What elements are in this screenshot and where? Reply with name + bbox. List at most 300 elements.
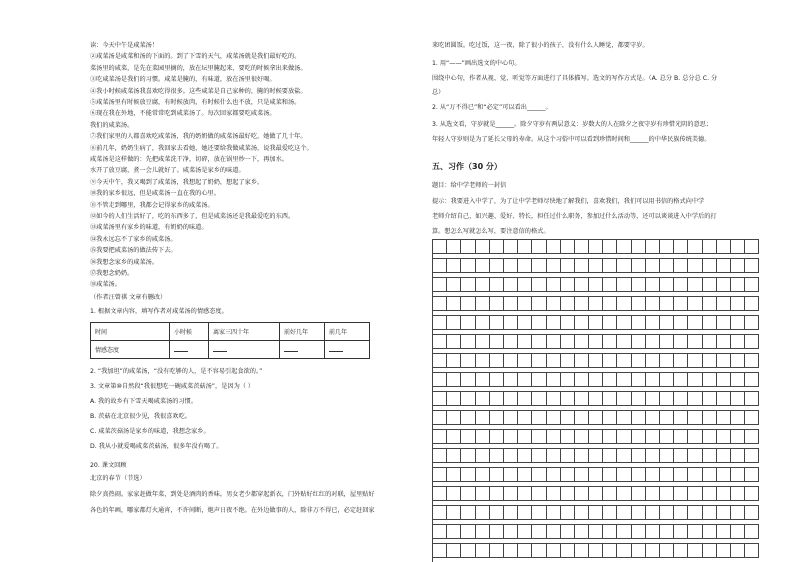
grid-cell[interactable] [561,278,575,292]
grid-cell[interactable] [717,297,731,311]
grid-cell[interactable] [547,544,561,558]
grid-cell[interactable] [646,354,660,368]
grid-cell[interactable] [447,430,461,444]
grid-cell[interactable] [490,240,504,254]
grid-cell[interactable] [617,278,631,292]
grid-cell[interactable] [461,449,475,463]
grid-cell[interactable] [532,259,546,273]
grid-cell[interactable] [547,316,561,330]
grid-cell[interactable] [476,373,490,387]
grid-cell[interactable] [717,316,731,330]
grid-cell[interactable] [575,240,589,254]
grid-cell[interactable] [646,316,660,330]
grid-cell[interactable] [660,335,674,349]
grid-cell[interactable] [490,449,504,463]
grid-cell[interactable] [603,373,617,387]
grid-cell[interactable] [717,240,731,254]
grid-cell[interactable] [632,487,646,501]
grid-cell[interactable] [547,468,561,482]
grid-cell[interactable] [589,354,603,368]
grid-cell[interactable] [504,392,518,406]
grid-cell[interactable] [703,335,717,349]
grid-cell[interactable] [617,354,631,368]
grid-cell[interactable] [532,316,546,330]
grid-cell[interactable] [745,468,759,482]
grid-cell[interactable] [745,525,759,539]
answer-blank[interactable] [209,341,280,359]
grid-cell[interactable] [674,316,688,330]
grid-cell[interactable] [561,544,575,558]
grid-cell[interactable] [433,373,447,387]
grid-cell[interactable] [731,449,745,463]
grid-cell[interactable] [518,278,532,292]
grid-cell[interactable] [646,525,660,539]
grid-cell[interactable] [703,430,717,444]
grid-cell[interactable] [433,506,447,520]
grid-cell[interactable] [703,373,717,387]
grid-cell[interactable] [476,506,490,520]
grid-cell[interactable] [447,316,461,330]
grid-cell[interactable] [632,240,646,254]
grid-cell[interactable] [632,506,646,520]
grid-cell[interactable] [547,259,561,273]
grid-cell[interactable] [717,354,731,368]
grid-cell[interactable] [660,259,674,273]
grid-cell[interactable] [731,525,745,539]
grid-cell[interactable] [476,525,490,539]
grid-cell[interactable] [717,430,731,444]
grid-row[interactable] [433,258,759,273]
grid-cell[interactable] [731,411,745,425]
grid-cell[interactable] [575,278,589,292]
grid-cell[interactable] [617,430,631,444]
grid-cell[interactable] [532,240,546,254]
grid-cell[interactable] [703,487,717,501]
grid-cell[interactable] [674,335,688,349]
grid-cell[interactable] [476,487,490,501]
grid-cell[interactable] [461,297,475,311]
grid-cell[interactable] [688,297,702,311]
grid-cell[interactable] [717,411,731,425]
grid-cell[interactable] [660,525,674,539]
grid-cell[interactable] [731,297,745,311]
grid-cell[interactable] [589,335,603,349]
grid-cell[interactable] [731,430,745,444]
grid-cell[interactable] [717,392,731,406]
grid-cell[interactable] [632,411,646,425]
grid-cell[interactable] [688,373,702,387]
grid-cell[interactable] [703,544,717,558]
grid-cell[interactable] [547,240,561,254]
grid-cell[interactable] [476,544,490,558]
grid-cell[interactable] [603,525,617,539]
grid-cell[interactable] [476,335,490,349]
grid-cell[interactable] [504,544,518,558]
grid-cell[interactable] [745,240,759,254]
grid-cell[interactable] [490,259,504,273]
grid-cell[interactable] [433,449,447,463]
grid-cell[interactable] [461,316,475,330]
grid-cell[interactable] [518,259,532,273]
grid-cell[interactable] [731,544,745,558]
grid-cell[interactable] [731,468,745,482]
grid-cell[interactable] [490,316,504,330]
grid-cell[interactable] [547,354,561,368]
grid-cell[interactable] [617,487,631,501]
grid-cell[interactable] [745,449,759,463]
grid-cell[interactable] [561,392,575,406]
grid-cell[interactable] [731,240,745,254]
grid-cell[interactable] [703,316,717,330]
grid-cell[interactable] [646,278,660,292]
grid-cell[interactable] [447,525,461,539]
grid-cell[interactable] [617,468,631,482]
grid-cell[interactable] [646,259,660,273]
grid-cell[interactable] [589,506,603,520]
grid-cell[interactable] [433,297,447,311]
grid-cell[interactable] [518,316,532,330]
grid-cell[interactable] [632,278,646,292]
grid-cell[interactable] [674,506,688,520]
grid-cell[interactable] [703,259,717,273]
grid-row[interactable] [433,391,759,406]
grid-cell[interactable] [504,487,518,501]
grid-cell[interactable] [518,411,532,425]
grid-row[interactable] [433,410,759,425]
grid-cell[interactable] [745,430,759,444]
grid-cell[interactable] [518,525,532,539]
grid-cell[interactable] [575,449,589,463]
grid-cell[interactable] [490,373,504,387]
grid-cell[interactable] [447,335,461,349]
grid-cell[interactable] [561,354,575,368]
grid-cell[interactable] [589,468,603,482]
grid-cell[interactable] [603,335,617,349]
grid-cell[interactable] [703,468,717,482]
grid-cell[interactable] [575,259,589,273]
grid-cell[interactable] [532,373,546,387]
grid-cell[interactable] [688,316,702,330]
grid-cell[interactable] [731,259,745,273]
grid-cell[interactable] [490,468,504,482]
grid-cell[interactable] [532,278,546,292]
grid-cell[interactable] [575,430,589,444]
grid-cell[interactable] [447,544,461,558]
grid-cell[interactable] [476,449,490,463]
grid-cell[interactable] [660,373,674,387]
grid-cell[interactable] [561,240,575,254]
grid-cell[interactable] [632,525,646,539]
grid-cell[interactable] [703,278,717,292]
answer-blank[interactable] [280,341,325,359]
grid-cell[interactable] [603,449,617,463]
grid-cell[interactable] [717,335,731,349]
grid-cell[interactable] [660,392,674,406]
grid-cell[interactable] [745,335,759,349]
grid-cell[interactable] [547,411,561,425]
grid-cell[interactable] [447,506,461,520]
grid-cell[interactable] [547,525,561,539]
grid-row[interactable] [433,353,759,368]
grid-row[interactable] [433,448,759,463]
grid-cell[interactable] [617,449,631,463]
grid-cell[interactable] [674,449,688,463]
grid-cell[interactable] [504,316,518,330]
grid-cell[interactable] [617,259,631,273]
grid-cell[interactable] [603,487,617,501]
grid-cell[interactable] [461,525,475,539]
grid-cell[interactable] [547,487,561,501]
grid-cell[interactable] [603,259,617,273]
grid-cell[interactable] [504,297,518,311]
grid-cell[interactable] [518,506,532,520]
grid-cell[interactable] [731,392,745,406]
grid-cell[interactable] [461,430,475,444]
grid-cell[interactable] [490,525,504,539]
grid-cell[interactable] [561,373,575,387]
grid-cell[interactable] [433,544,447,558]
grid-cell[interactable] [646,487,660,501]
grid-cell[interactable] [518,335,532,349]
grid-cell[interactable] [561,411,575,425]
grid-cell[interactable] [447,411,461,425]
grid-cell[interactable] [617,506,631,520]
grid-row[interactable] [433,372,759,387]
grid-cell[interactable] [476,430,490,444]
grid-cell[interactable] [717,468,731,482]
grid-cell[interactable] [660,278,674,292]
grid-cell[interactable] [745,316,759,330]
grid-cell[interactable] [674,468,688,482]
grid-cell[interactable] [461,544,475,558]
grid-cell[interactable] [476,316,490,330]
grid-cell[interactable] [575,373,589,387]
grid-cell[interactable] [447,373,461,387]
grid-cell[interactable] [603,240,617,254]
grid-cell[interactable] [717,506,731,520]
grid-row[interactable] [433,315,759,330]
grid-cell[interactable] [461,411,475,425]
grid-cell[interactable] [461,354,475,368]
grid-cell[interactable] [561,259,575,273]
grid-cell[interactable] [518,487,532,501]
grid-cell[interactable] [518,449,532,463]
grid-row[interactable] [433,543,759,558]
grid-cell[interactable] [504,354,518,368]
grid-cell[interactable] [532,297,546,311]
grid-cell[interactable] [433,278,447,292]
grid-cell[interactable] [504,525,518,539]
grid-cell[interactable] [603,354,617,368]
grid-cell[interactable] [476,240,490,254]
grid-cell[interactable] [561,449,575,463]
grid-row[interactable] [433,296,759,311]
grid-cell[interactable] [518,297,532,311]
grid-cell[interactable] [561,430,575,444]
grid-cell[interactable] [660,240,674,254]
grid-cell[interactable] [433,240,447,254]
grid-cell[interactable] [476,392,490,406]
grid-cell[interactable] [617,297,631,311]
grid-cell[interactable] [603,278,617,292]
grid-cell[interactable] [490,278,504,292]
grid-cell[interactable] [547,430,561,444]
grid-cell[interactable] [688,468,702,482]
grid-cell[interactable] [447,297,461,311]
grid-cell[interactable] [674,354,688,368]
grid-cell[interactable] [617,335,631,349]
grid-cell[interactable] [532,430,546,444]
grid-cell[interactable] [703,297,717,311]
grid-cell[interactable] [504,240,518,254]
grid-cell[interactable] [589,297,603,311]
grid-cell[interactable] [504,335,518,349]
grid-cell[interactable] [490,392,504,406]
grid-cell[interactable] [688,411,702,425]
grid-cell[interactable] [575,392,589,406]
grid-cell[interactable] [717,373,731,387]
grid-cell[interactable] [461,335,475,349]
grid-cell[interactable] [504,259,518,273]
grid-cell[interactable] [731,373,745,387]
grid-cell[interactable] [674,487,688,501]
grid-cell[interactable] [575,411,589,425]
grid-cell[interactable] [575,335,589,349]
grid-row[interactable] [433,486,759,501]
grid-cell[interactable] [447,259,461,273]
grid-cell[interactable] [646,297,660,311]
grid-cell[interactable] [461,506,475,520]
grid-cell[interactable] [589,259,603,273]
grid-cell[interactable] [504,278,518,292]
grid-cell[interactable] [575,544,589,558]
grid-cell[interactable] [518,240,532,254]
grid-cell[interactable] [532,411,546,425]
grid-cell[interactable] [589,449,603,463]
grid-cell[interactable] [518,544,532,558]
grid-cell[interactable] [688,487,702,501]
grid-row[interactable] [433,240,759,254]
grid-cell[interactable] [646,392,660,406]
grid-cell[interactable] [504,430,518,444]
grid-cell[interactable] [745,259,759,273]
grid-cell[interactable] [461,468,475,482]
grid-cell[interactable] [617,373,631,387]
grid-cell[interactable] [632,297,646,311]
grid-cell[interactable] [660,487,674,501]
grid-cell[interactable] [688,259,702,273]
grid-cell[interactable] [745,354,759,368]
grid-cell[interactable] [433,392,447,406]
grid-cell[interactable] [646,373,660,387]
grid-cell[interactable] [575,525,589,539]
grid-cell[interactable] [703,240,717,254]
answer-blank[interactable] [325,341,370,359]
grid-cell[interactable] [603,411,617,425]
grid-cell[interactable] [717,449,731,463]
grid-cell[interactable] [660,449,674,463]
grid-cell[interactable] [433,430,447,444]
grid-cell[interactable] [632,316,646,330]
grid-cell[interactable] [674,240,688,254]
grid-cell[interactable] [674,430,688,444]
grid-cell[interactable] [632,430,646,444]
grid-cell[interactable] [561,335,575,349]
grid-cell[interactable] [688,430,702,444]
grid-cell[interactable] [660,316,674,330]
grid-row[interactable] [433,467,759,482]
grid-cell[interactable] [589,487,603,501]
grid-cell[interactable] [532,449,546,463]
grid-cell[interactable] [660,354,674,368]
grid-cell[interactable] [674,525,688,539]
grid-cell[interactable] [660,544,674,558]
grid-cell[interactable] [731,487,745,501]
grid-cell[interactable] [674,297,688,311]
grid-cell[interactable] [575,468,589,482]
grid-cell[interactable] [688,278,702,292]
grid-cell[interactable] [632,449,646,463]
grid-cell[interactable] [745,506,759,520]
grid-cell[interactable] [461,392,475,406]
grid-cell[interactable] [717,278,731,292]
grid-cell[interactable] [561,316,575,330]
grid-cell[interactable] [547,373,561,387]
grid-cell[interactable] [688,544,702,558]
grid-cell[interactable] [731,278,745,292]
grid-cell[interactable] [688,392,702,406]
grid-cell[interactable] [703,354,717,368]
grid-cell[interactable] [617,316,631,330]
grid-cell[interactable] [688,506,702,520]
grid-cell[interactable] [532,392,546,406]
grid-cell[interactable] [504,449,518,463]
grid-cell[interactable] [575,487,589,501]
grid-cell[interactable] [688,335,702,349]
grid-cell[interactable] [660,297,674,311]
grid-cell[interactable] [490,411,504,425]
grid-cell[interactable] [632,468,646,482]
grid-cell[interactable] [561,487,575,501]
grid-cell[interactable] [461,487,475,501]
grid-cell[interactable] [674,392,688,406]
grid-cell[interactable] [447,392,461,406]
grid-cell[interactable] [518,430,532,444]
grid-cell[interactable] [731,506,745,520]
grid-cell[interactable] [547,449,561,463]
grid-cell[interactable] [532,354,546,368]
grid-row[interactable] [433,277,759,292]
grid-cell[interactable] [504,373,518,387]
grid-cell[interactable] [461,259,475,273]
grid-cell[interactable] [731,354,745,368]
grid-cell[interactable] [504,468,518,482]
grid-cell[interactable] [589,373,603,387]
grid-cell[interactable] [589,544,603,558]
grid-cell[interactable] [646,335,660,349]
grid-cell[interactable] [703,506,717,520]
grid-cell[interactable] [461,240,475,254]
grid-cell[interactable] [490,354,504,368]
grid-cell[interactable] [589,278,603,292]
grid-cell[interactable] [547,335,561,349]
grid-cell[interactable] [447,354,461,368]
grid-row[interactable] [433,429,759,444]
grid-cell[interactable] [745,544,759,558]
answer-blank[interactable] [170,341,209,359]
grid-cell[interactable] [447,487,461,501]
grid-cell[interactable] [603,392,617,406]
